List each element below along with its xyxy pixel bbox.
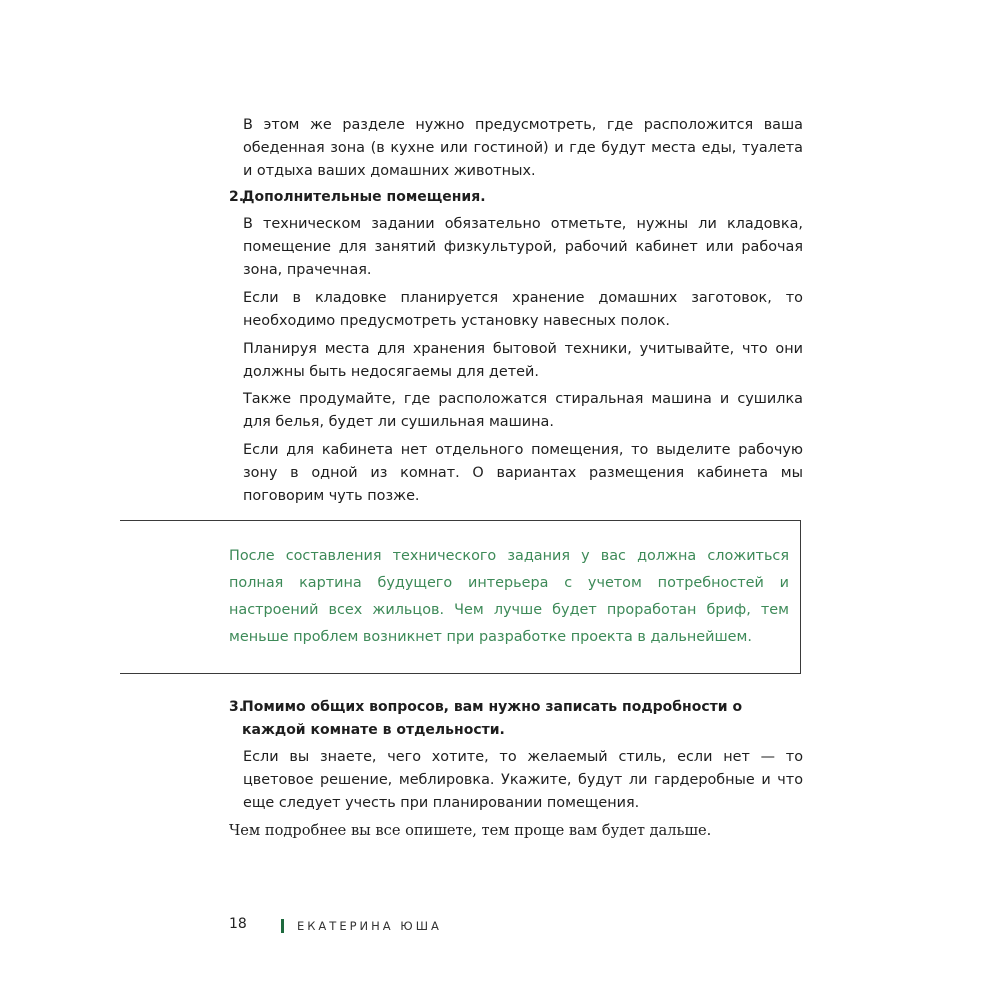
section-3-paragraph-1: Если вы знаете, чего хотите, то желаемый стиль, если нет — то цветовое решение, меблировка. Укажите, будут ли гардеробные и что еще следует учесть при планировании помещения.	[243, 749, 803, 811]
page-number: 18	[229, 916, 247, 932]
section-2-paragraph-3: Планируя места для хранения бытовой техники, учитывайте, что они должны быть недосягаемы для детей.	[243, 341, 803, 380]
section-2-title: Дополнительные помещения.	[242, 189, 486, 205]
section-2-paragraph-1: В техническом задании обязательно отметьте, нужны ли кладовка, помещение для занятий физкультурой, рабочий кабинет или рабочая зона, прачечная.	[243, 216, 803, 278]
section-2-number: 2.	[229, 189, 245, 205]
footer-divider-bar	[281, 919, 284, 933]
section-3-title: Помимо общих вопросов, вам нужно записать подробности о каждой комнате в отдельности.	[242, 699, 743, 738]
section-2-paragraph-5: Если для кабинета нет отдельного помещения, то выделите рабочую зону в одной из комнат. О вариантах размещения кабинета мы поговорим чуть позже.	[243, 442, 803, 504]
intro-paragraph: В этом же разделе нужно предусмотреть, где расположится ваша обеденная зона (в кухне или гостиной) и где будут места еды, туалета и отдыха ваших домашних животных.	[243, 117, 803, 179]
closing-sentence: Чем подробнее вы все опишете, тем проще вам будет дальше.	[229, 822, 712, 839]
callout-text: После составления технического задания у вас должна сложиться полная картина будущего интерьера с учетом потребностей и настроений всех жильцов. Чем лучше будет проработан бриф, тем меньше проблем возникнет при разработке проекта в дальнейшем.	[229, 548, 789, 645]
section-2-heading	[229, 186, 809, 209]
section-3-number: 3.	[229, 699, 245, 715]
section-2-paragraph-4: Также продумайте, где расположатся стиральная машина и сушилка для белья, будет ли сушильная машина.	[243, 391, 803, 430]
author-name: ЕКАТЕРИНА ЮША	[297, 919, 442, 933]
section-2-paragraph-2: Если в кладовке планируется хранение домашних заготовок, то необходимо предусмотреть установку навесных полок.	[243, 290, 803, 329]
section-3-heading	[229, 696, 809, 742]
